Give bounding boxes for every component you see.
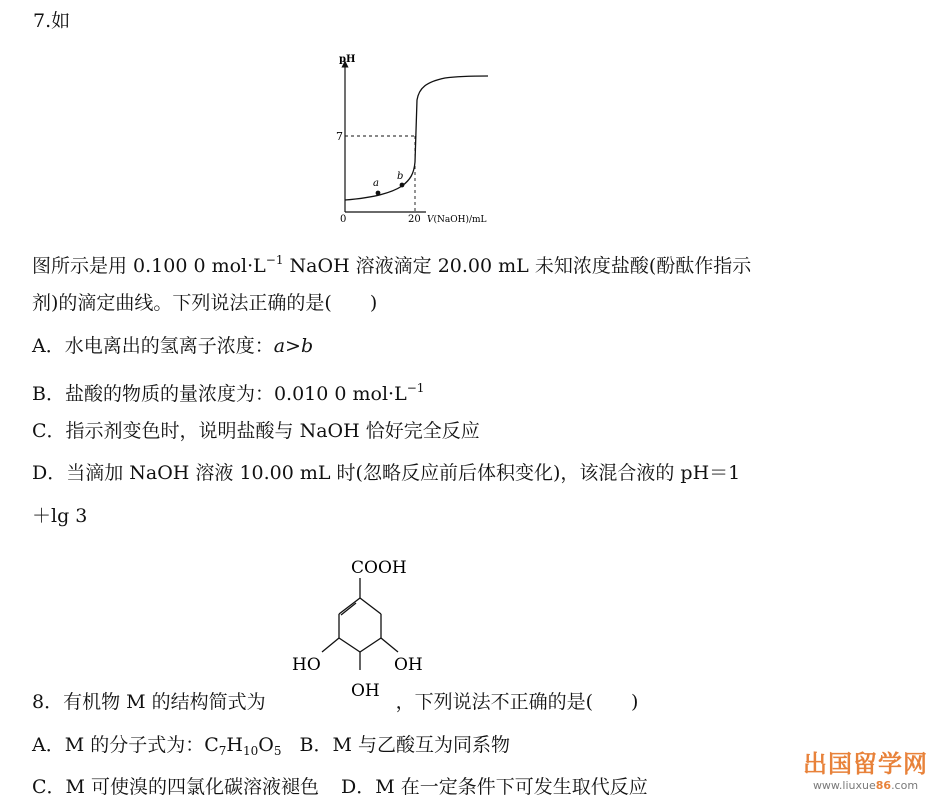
q7-option-d-line1: D．当滴加 NaOH 溶液 10.00 mL 时(忽略反应前后体积变化)，该混合液的 pH＝1 <box>32 462 741 484</box>
q7-option-a: A．水电离出的氢离子浓度：a>b <box>32 335 314 357</box>
watermark-url: www.liuxue86.com <box>812 779 919 792</box>
q7-stem-line1: 图所示是用 0.100 0 $mol\cdot L^{-1}$ NaOH 溶液滴定 20.00 mL 未知浓度盐酸(酚酞作指示 <box>32 253 752 277</box>
y-tick-7: 7 <box>336 130 343 143</box>
q7-option-b: B．盐酸的物质的量浓度为：0.010 0 $mol\cdot L^{-1}$ <box>32 381 425 405</box>
watermark-logo-text: 出国留学网 <box>803 750 928 778</box>
titration-curve <box>345 76 488 200</box>
q8-options-ab: A．M 的分子式为：$C_7H_{10}O_5$ B．M 与乙酸互为同系物 <box>32 734 510 758</box>
oh-bottom: OH <box>351 681 380 701</box>
question-7-number: 7.如 <box>33 10 71 32</box>
ho-left: HO <box>292 655 321 675</box>
x-tick-20: 20 <box>408 214 421 225</box>
point-b-label: b <box>397 171 404 182</box>
q7-stem-line2: 剂)的滴定曲线。下列说法正确的是( ) <box>32 292 378 314</box>
structural-formula-m <box>288 556 438 702</box>
titration-curve-chart <box>330 50 510 230</box>
q7-option-d-line2: ＋lg 3 <box>32 505 88 527</box>
point-b <box>400 183 405 188</box>
x-axis-label: V(NaOH)/mL <box>427 215 487 225</box>
site-watermark <box>803 744 928 792</box>
oh-right: OH <box>394 655 423 675</box>
point-a-label: a <box>373 178 379 189</box>
q8-stem: 8．有机物 M 的结构简式为 ，下列说法不正确的是( ) <box>32 691 639 713</box>
q7-option-c: C．指示剂变色时，说明盐酸与 NaOH 恰好完全反应 <box>32 420 480 442</box>
q8-options-cd: C．M 可使溴的四氯化碳溶液褪色 D．M 在一定条件下可发生取代反应 <box>32 776 648 798</box>
y-axis-label: pH <box>339 54 356 65</box>
cooh-group: COOH <box>351 558 407 578</box>
origin-label: 0 <box>340 214 347 225</box>
point-a <box>376 191 381 196</box>
